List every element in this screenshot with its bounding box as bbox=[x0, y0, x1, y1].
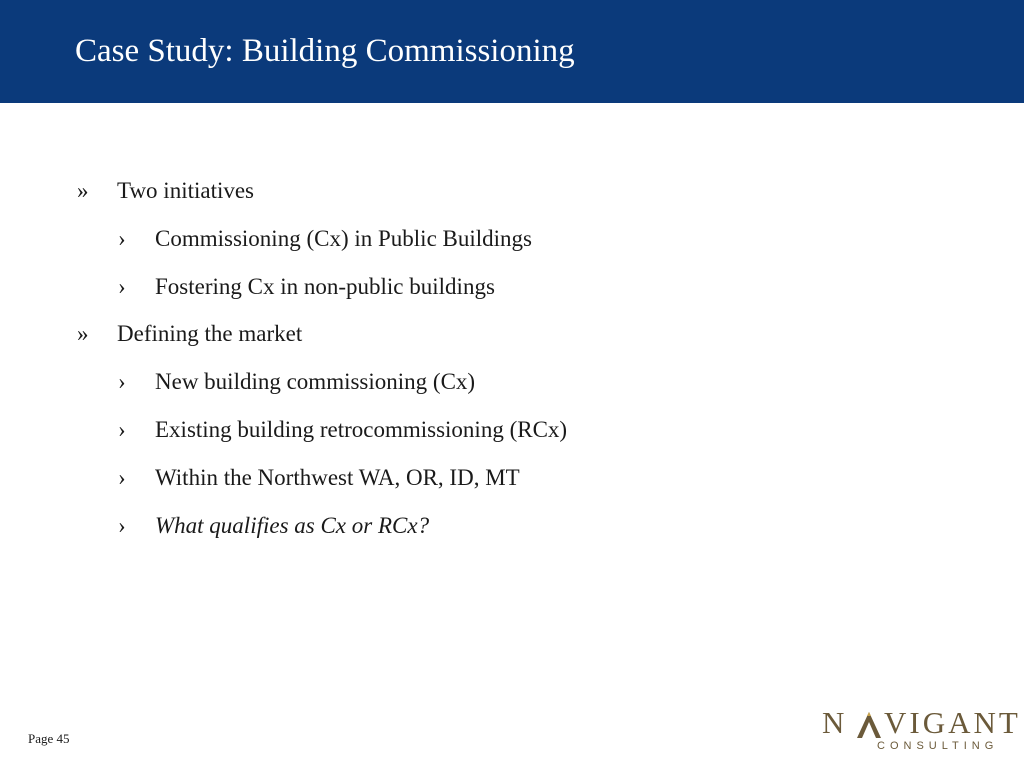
slide-title: Case Study: Building Commissioning bbox=[75, 33, 575, 69]
bullet-marker: » bbox=[77, 178, 89, 203]
sub-bullet-marker: › bbox=[118, 274, 126, 299]
sub-bullet-text: Commissioning (Cx) in Public Buildings bbox=[155, 226, 532, 251]
sub-bullet-marker: › bbox=[118, 369, 126, 394]
navigant-logo bbox=[822, 705, 1021, 756]
sub-bullet-marker: › bbox=[118, 513, 126, 538]
sub-bullet-marker: › bbox=[118, 465, 126, 490]
logo-subtitle: CONSULTING bbox=[877, 740, 999, 752]
sub-bullet-marker: › bbox=[118, 417, 126, 442]
logo-letters-vigant: VIGANT bbox=[884, 705, 1021, 740]
logo-wordmark bbox=[822, 705, 1021, 740]
sub-bullet-text: New building commissioning (Cx) bbox=[155, 369, 476, 394]
sub-bullet-text: Existing building retrocommissioning (RCx) bbox=[155, 417, 568, 442]
sub-bullet-marker: › bbox=[118, 226, 126, 251]
sub-bullet-text: Fostering Cx in non-public buildings bbox=[155, 274, 495, 299]
chevron-a-icon bbox=[855, 712, 883, 738]
bullet-marker: » bbox=[77, 321, 89, 346]
bullet-text: Defining the market bbox=[117, 321, 303, 346]
sub-bullet-text: Within the Northwest WA, OR, ID, MT bbox=[155, 465, 520, 490]
logo-letter-n: N bbox=[822, 705, 848, 740]
page-number: Page 45 bbox=[28, 731, 70, 746]
bullet-text: Two initiatives bbox=[117, 178, 255, 203]
sub-bullet-text: What qualifies as Cx or RCx? bbox=[155, 513, 430, 538]
